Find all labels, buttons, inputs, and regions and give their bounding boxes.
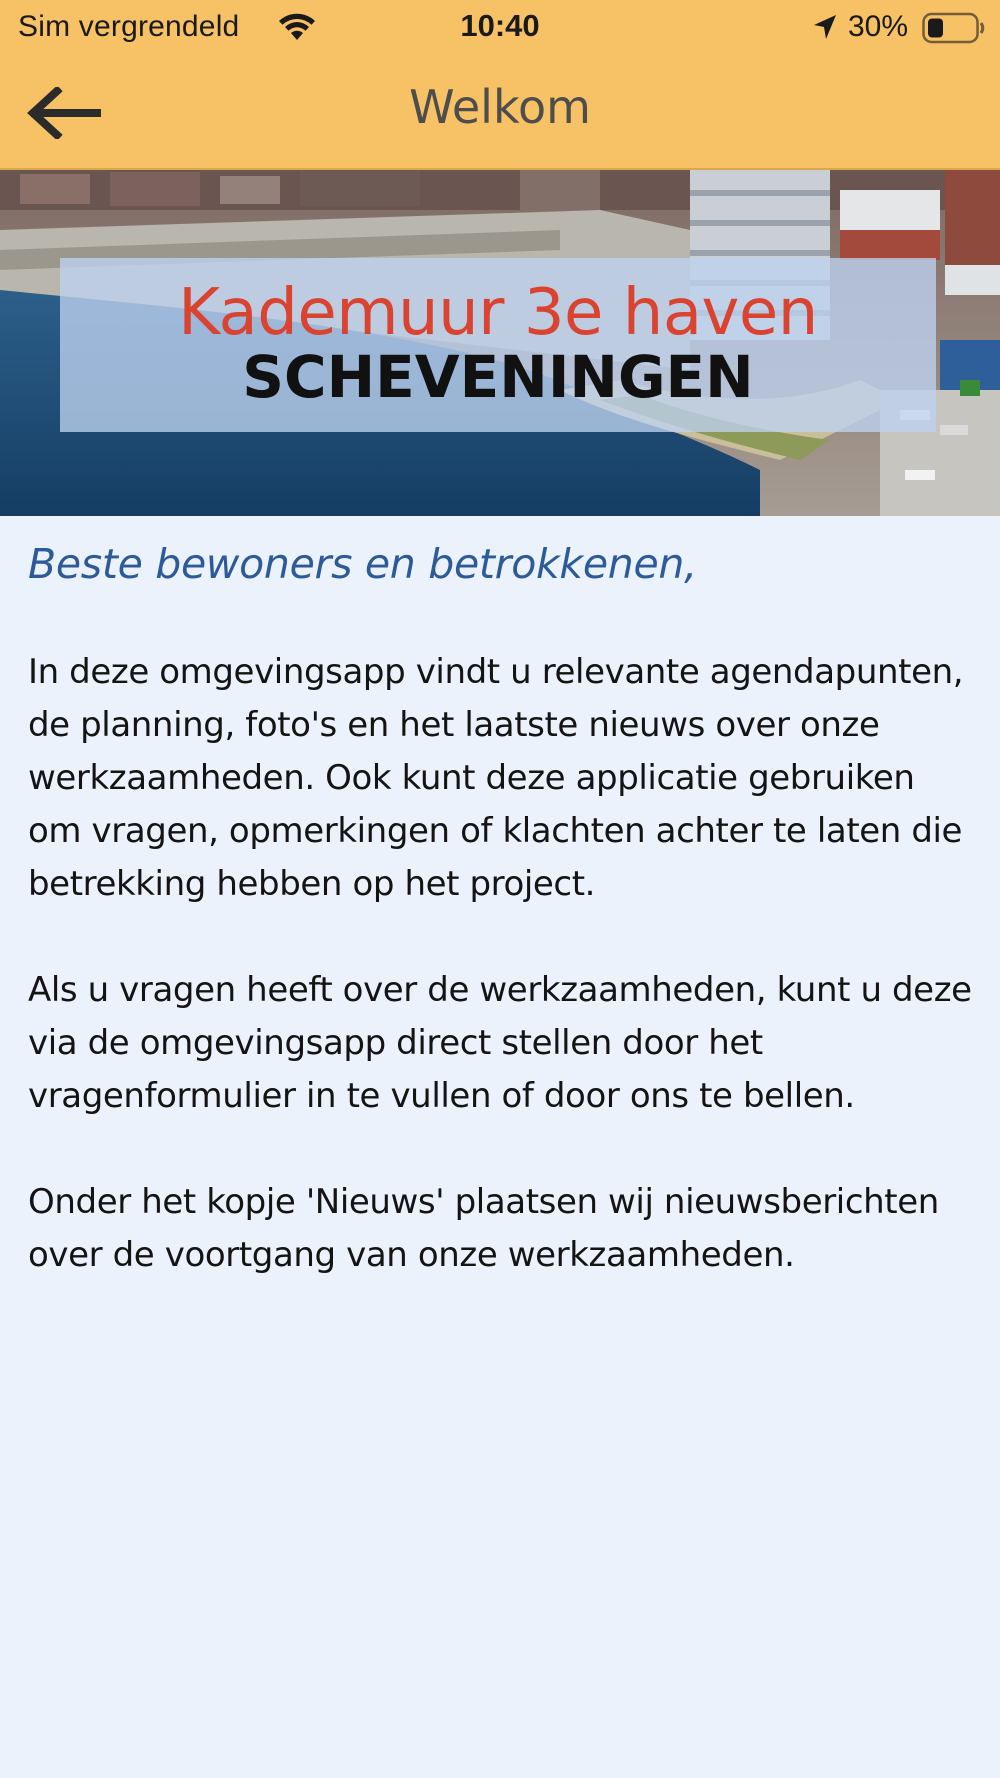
page-title: Welkom — [409, 80, 591, 134]
nav-bar — [0, 56, 1000, 170]
header-banner — [0, 170, 1000, 516]
banner-subtitle: SCHEVENINGEN — [242, 343, 754, 411]
banner-title-box — [60, 258, 936, 432]
carrier-label: Sim vergrendeld — [18, 10, 240, 43]
news-paragraph: Onder het kopje 'Nieuws' plaatsen wij nieuwsberichten over de voortgang van onze werkzaamheden. — [28, 1182, 939, 1275]
banner-title: Kademuur 3e haven — [178, 276, 818, 350]
intro-paragraph: In deze omgevingsapp vindt u relevante agendapunten, de planning, foto's en het laatste nieuws over onze werkzaamheden. Ook kunt deze applicatie gebruiken om vragen, opmerkingen of klachten achter te laten die betrekking hebben op het project. — [28, 652, 964, 904]
questions-paragraph: Als u vragen heeft over de werkzaamheden, kunt u deze via de omgevingsapp direct stellen door het vragenformulier in te vullen of door ons te bellen. — [28, 970, 972, 1116]
battery-icon — [922, 12, 986, 44]
welcome-content — [28, 540, 978, 1335]
status-bar — [0, 0, 1000, 56]
status-time: 10:40 — [460, 8, 540, 43]
greeting-heading: Beste bewoners en betrokkenen, — [28, 540, 697, 588]
location-arrow-icon — [812, 13, 838, 41]
battery-percentage: 30% — [848, 10, 909, 43]
